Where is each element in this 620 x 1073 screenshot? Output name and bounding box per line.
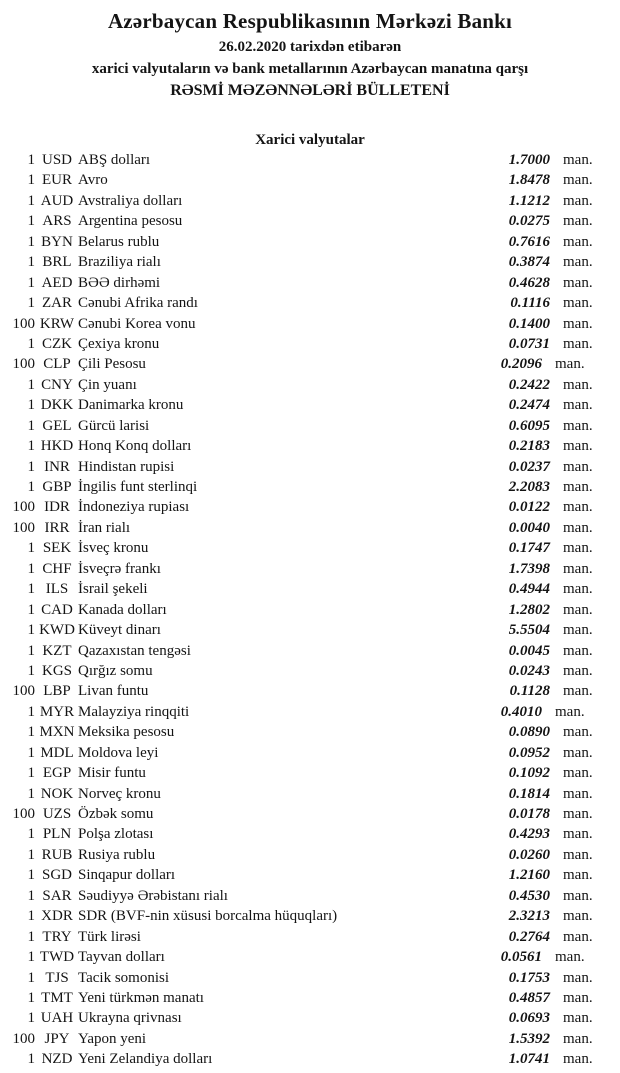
unit-label: man. xyxy=(563,295,593,312)
rate-row xyxy=(0,927,620,947)
row-qty: 1 xyxy=(27,1051,35,1068)
currency-code: EUR xyxy=(42,172,72,189)
rate-row xyxy=(0,314,620,334)
unit-label: man. xyxy=(563,479,593,495)
unit-label: man. xyxy=(563,867,593,884)
currency-name: İsrail şekeli xyxy=(78,581,148,598)
row-qty: 100 xyxy=(12,315,35,332)
rate-value: 0.4530 xyxy=(508,887,550,904)
currency-name: İsveç kronu xyxy=(78,540,149,557)
currency-code: ILS xyxy=(45,581,69,598)
rate-row xyxy=(0,988,620,1008)
row-qty: 1 xyxy=(27,458,35,475)
currency-code: MYR xyxy=(39,703,75,720)
rate-row xyxy=(0,681,620,701)
rate-row xyxy=(0,722,620,742)
row-qty: 1 xyxy=(27,928,35,945)
rate-row xyxy=(0,641,620,661)
rate-row xyxy=(0,559,620,579)
unit-label: man. xyxy=(563,172,593,189)
rate-row xyxy=(0,1008,620,1028)
currency-code: UZS xyxy=(42,806,72,822)
currency-code: EGP xyxy=(42,765,72,782)
currency-name: Malayziya rinqqiti xyxy=(78,703,190,720)
row-qty: 1 xyxy=(27,417,35,434)
unit-label: man. xyxy=(563,969,593,986)
currency-code: SGD xyxy=(41,867,72,884)
currency-name: Belarus rublu xyxy=(78,233,160,250)
rate-row xyxy=(0,252,620,272)
row-qty: 1 xyxy=(27,642,35,659)
rate-row xyxy=(0,518,620,538)
unit-label: man. xyxy=(555,356,585,373)
row-qty: 1 xyxy=(27,887,35,904)
currency-name: Çin yuanı xyxy=(78,376,137,393)
unit-label: man. xyxy=(563,560,593,577)
rate-value: 1.8478 xyxy=(508,172,550,189)
currency-code: GBP xyxy=(42,479,72,495)
unit-label: man. xyxy=(563,581,593,598)
currency-code: IRR xyxy=(44,519,70,536)
rate-row xyxy=(0,620,620,640)
rate-row xyxy=(0,804,620,824)
row-qty: 1 xyxy=(27,969,35,986)
unit-label: man. xyxy=(563,908,593,925)
rate-row xyxy=(0,477,620,497)
rate-row xyxy=(0,416,620,436)
row-qty: 1 xyxy=(27,765,35,782)
rate-value: 5.5504 xyxy=(508,622,550,639)
currency-code: TJS xyxy=(45,969,69,986)
row-qty: 100 xyxy=(12,356,35,373)
currency-name: Qırğız somu xyxy=(78,662,153,679)
unit-label: man. xyxy=(563,499,593,516)
row-qty: 1 xyxy=(27,601,35,618)
currency-name: Yapon yeni xyxy=(78,1030,147,1047)
rate-value: 0.0040 xyxy=(508,519,550,536)
currency-name: Çili Pesosu xyxy=(78,356,146,373)
rate-row xyxy=(0,784,620,804)
rate-value: 0.0045 xyxy=(508,642,550,659)
rate-row xyxy=(0,1029,620,1049)
row-qty: 1 xyxy=(27,376,35,393)
currency-name: Səudiyyə Ərəbistanı rialı xyxy=(78,887,228,904)
currency-code: ARS xyxy=(42,213,72,230)
row-qty: 1 xyxy=(27,397,35,414)
rates-table xyxy=(0,150,620,1070)
rate-value: 0.3874 xyxy=(508,254,550,271)
unit-label: man. xyxy=(563,376,593,393)
row-qty: 1 xyxy=(27,172,35,189)
currency-code: KWD xyxy=(39,622,75,639)
unit-label: man. xyxy=(563,724,593,741)
currency-code: JPY xyxy=(44,1030,70,1047)
unit-label: man. xyxy=(563,458,593,475)
currency-code: ZAR xyxy=(42,295,72,312)
rate-value: 0.7616 xyxy=(508,233,550,250)
currency-name: Cənubi Afrika randı xyxy=(78,295,198,312)
currency-name: Honq Konq dolları xyxy=(78,438,192,455)
currency-code: BYN xyxy=(41,233,73,250)
currency-name: İsveçrə frankı xyxy=(78,560,161,577)
rate-row xyxy=(0,191,620,211)
currency-code: MXN xyxy=(39,724,75,741)
rate-value: 0.0952 xyxy=(508,744,550,761)
rate-row xyxy=(0,865,620,885)
row-qty: 1 xyxy=(27,192,35,209)
rate-row xyxy=(0,763,620,783)
rate-row xyxy=(0,824,620,844)
rate-row xyxy=(0,743,620,763)
row-qty: 1 xyxy=(27,867,35,884)
rate-value: 0.0275 xyxy=(508,213,550,230)
rate-value: 1.7000 xyxy=(508,152,550,168)
row-qty: 1 xyxy=(27,826,35,843)
currency-code: TRY xyxy=(42,928,72,945)
currency-name: Argentina pesosu xyxy=(78,213,183,230)
row-qty: 1 xyxy=(27,724,35,741)
currency-code: KZT xyxy=(42,642,72,659)
row-qty: 1 xyxy=(27,540,35,557)
row-qty: 1 xyxy=(27,703,35,720)
unit-label: man. xyxy=(563,254,593,271)
rate-row xyxy=(0,293,620,313)
row-qty: 1 xyxy=(27,274,35,291)
currency-name: Tayvan dolları xyxy=(78,949,165,966)
rate-value: 0.4628 xyxy=(508,274,550,291)
currency-code: CHF xyxy=(42,560,72,577)
rate-row xyxy=(0,354,620,374)
rate-value: 0.1753 xyxy=(508,969,550,986)
currency-name: Danimarka kronu xyxy=(78,397,184,414)
unit-label: man. xyxy=(563,540,593,557)
currency-name: Qazaxıstan tengəsi xyxy=(78,642,191,659)
unit-label: man. xyxy=(563,601,593,618)
rate-value: 0.1814 xyxy=(508,785,550,802)
rate-value: 0.2096 xyxy=(500,356,542,373)
rate-row xyxy=(0,375,620,395)
row-qty: 100 xyxy=(12,1030,35,1047)
rate-value: 0.0731 xyxy=(508,335,550,352)
currency-name: Yeni türkmən manatı xyxy=(78,989,204,1006)
currency-name: İran rialı xyxy=(78,519,131,536)
row-qty: 1 xyxy=(27,152,35,168)
rate-row xyxy=(0,436,620,456)
unit-label: man. xyxy=(563,846,593,863)
rate-value: 1.1212 xyxy=(508,192,550,209)
currency-name: Cənubi Korea vonu xyxy=(78,315,196,332)
unit-label: man. xyxy=(563,622,593,639)
rate-value: 0.0178 xyxy=(508,806,550,822)
unit-label: man. xyxy=(563,642,593,659)
currency-code: USD xyxy=(41,152,72,168)
currency-code: CNY xyxy=(41,376,73,393)
row-qty: 1 xyxy=(27,622,35,639)
currency-name: Kanada dolları xyxy=(78,601,167,618)
row-qty: 1 xyxy=(27,846,35,863)
currency-name: İngilis funt sterlinqi xyxy=(78,479,198,495)
row-qty: 1 xyxy=(27,949,35,966)
bank-name: Azərbaycan Respublikasının Mərkəzi Bankı xyxy=(107,9,513,33)
currency-code: XDR xyxy=(41,908,73,925)
rate-row xyxy=(0,273,620,293)
row-qty: 1 xyxy=(27,785,35,802)
currency-code: LBP xyxy=(43,683,71,700)
unit-label: man. xyxy=(563,928,593,945)
row-qty: 100 xyxy=(12,683,35,700)
currency-name: Livan funtu xyxy=(78,683,149,700)
currency-name: Hindistan rupisi xyxy=(78,458,175,475)
row-qty: 1 xyxy=(27,560,35,577)
rate-row xyxy=(0,150,620,170)
row-qty: 1 xyxy=(27,662,35,679)
currency-name: Çexiya kronu xyxy=(78,335,160,352)
unit-label: man. xyxy=(563,887,593,904)
currency-name: Braziliya rialı xyxy=(78,254,161,271)
rate-row xyxy=(0,1049,620,1069)
row-qty: 100 xyxy=(12,806,35,822)
currency-code: TMT xyxy=(41,989,73,1006)
row-qty: 100 xyxy=(12,519,35,536)
rate-value: 0.4857 xyxy=(508,989,550,1006)
unit-label: man. xyxy=(563,152,593,168)
currency-code: MDL xyxy=(40,744,74,761)
row-qty: 1 xyxy=(27,908,35,925)
rate-value: 0.0693 xyxy=(508,1010,550,1027)
unit-label: man. xyxy=(563,1010,593,1027)
rate-value: 0.4293 xyxy=(508,826,550,843)
rate-value: 1.2802 xyxy=(508,601,550,618)
rate-value: 0.1128 xyxy=(509,683,550,700)
currency-name: İndoneziya rupiası xyxy=(78,499,190,516)
rate-row xyxy=(0,232,620,252)
unit-label: man. xyxy=(563,826,593,843)
currency-code: UAH xyxy=(40,1010,74,1027)
currency-name: Yeni Zelandiya dolları xyxy=(78,1051,213,1068)
rate-value: 2.2083 xyxy=(508,479,550,495)
rate-row xyxy=(0,497,620,517)
unit-label: man. xyxy=(563,192,593,209)
currency-code: PLN xyxy=(42,826,72,843)
row-qty: 100 xyxy=(12,499,35,516)
currency-name: SDR (BVF-nin xüsusi borcalma hüquqları) xyxy=(78,908,338,925)
currency-name: Polşa zlotası xyxy=(78,826,154,843)
bulletin-title: RƏSMİ MƏZƏNNƏLƏRİ BÜLLETENİ xyxy=(170,82,450,99)
bulletin-header xyxy=(0,0,620,102)
rate-value: 0.0260 xyxy=(508,846,550,863)
currency-code: NOK xyxy=(40,785,74,802)
rate-value: 0.0122 xyxy=(508,499,550,516)
rate-value: 0.1116 xyxy=(510,295,550,312)
rate-value: 0.1747 xyxy=(508,540,550,557)
rate-row xyxy=(0,579,620,599)
currency-name: BƏƏ dirhəmi xyxy=(78,274,161,291)
currency-code: GEL xyxy=(42,417,72,434)
currency-code: CLP xyxy=(43,356,71,373)
unit-label: man. xyxy=(563,989,593,1006)
currency-name: Meksika pesosu xyxy=(78,724,175,741)
currency-name: Avro xyxy=(78,172,108,189)
unit-label: man. xyxy=(563,1030,593,1047)
currency-code: IDR xyxy=(44,499,70,516)
rate-value: 0.1400 xyxy=(508,315,550,332)
rate-value: 0.0561 xyxy=(500,949,542,966)
unit-label: man. xyxy=(563,744,593,761)
rate-row xyxy=(0,906,620,926)
rate-row xyxy=(0,661,620,681)
rate-value: 0.2764 xyxy=(508,928,550,945)
currency-code: CAD xyxy=(41,601,73,618)
unit-label: man. xyxy=(563,213,593,230)
rate-row xyxy=(0,170,620,190)
rate-row xyxy=(0,395,620,415)
currency-name: Tacik somonisi xyxy=(78,969,170,986)
rate-value: 1.7398 xyxy=(508,560,550,577)
rate-row xyxy=(0,600,620,620)
currency-code: SEK xyxy=(42,540,72,557)
rate-row xyxy=(0,886,620,906)
currency-code: KRW xyxy=(39,315,75,332)
unit-label: man. xyxy=(555,949,585,966)
row-qty: 1 xyxy=(27,744,35,761)
rate-value: 0.2422 xyxy=(508,376,550,393)
row-qty: 1 xyxy=(27,213,35,230)
currency-name: Özbək somu xyxy=(78,806,154,822)
unit-label: man. xyxy=(555,703,585,720)
rate-value: 2.3213 xyxy=(508,908,550,925)
rate-row xyxy=(0,947,620,967)
rate-value: 1.0741 xyxy=(508,1051,550,1068)
effective-date-line: 26.02.2020 tarixdən etibarən xyxy=(218,39,402,55)
currency-code: AUD xyxy=(40,192,74,209)
currency-name: Avstraliya dolları xyxy=(78,192,183,209)
unit-label: man. xyxy=(563,438,593,455)
unit-label: man. xyxy=(563,417,593,434)
currency-name: Norveç kronu xyxy=(78,785,161,802)
unit-label: man. xyxy=(563,683,593,700)
currency-code: SAR xyxy=(42,887,72,904)
currency-code: TWD xyxy=(39,949,75,966)
rate-row xyxy=(0,211,620,231)
unit-label: man. xyxy=(563,785,593,802)
row-qty: 1 xyxy=(27,254,35,271)
currency-code: INR xyxy=(44,458,70,475)
row-qty: 1 xyxy=(27,581,35,598)
rate-row xyxy=(0,968,620,988)
unit-label: man. xyxy=(563,1051,593,1068)
currency-code: KGS xyxy=(41,662,72,679)
row-qty: 1 xyxy=(27,1010,35,1027)
rate-value: 0.0243 xyxy=(508,662,550,679)
rate-row xyxy=(0,538,620,558)
currency-name: Moldova leyi xyxy=(78,744,159,761)
row-qty: 1 xyxy=(27,233,35,250)
rate-value: 0.1092 xyxy=(508,765,550,782)
unit-label: man. xyxy=(563,519,593,536)
currency-code: CZK xyxy=(42,335,72,352)
subject-line: xarici valyutaların və bank metallarının Azərbaycan manatına qarşı xyxy=(91,61,529,77)
rate-value: 0.2474 xyxy=(508,397,550,414)
currency-name: Türk lirəsi xyxy=(78,928,141,945)
row-qty: 1 xyxy=(27,479,35,495)
currency-name: ABŞ dolları xyxy=(78,152,151,168)
row-qty: 1 xyxy=(27,335,35,352)
unit-label: man. xyxy=(563,806,593,822)
rate-value: 0.4944 xyxy=(508,581,550,598)
rate-row xyxy=(0,702,620,722)
rate-value: 0.0237 xyxy=(508,458,550,475)
currency-code: NZD xyxy=(41,1051,73,1068)
section-title-foreign-currencies: Xarici valyutalar xyxy=(255,132,365,148)
currency-code: DKK xyxy=(40,397,74,414)
rate-row xyxy=(0,334,620,354)
unit-label: man. xyxy=(563,335,593,352)
rate-row xyxy=(0,845,620,865)
rate-value: 0.4010 xyxy=(500,703,542,720)
rate-value: 0.0890 xyxy=(508,724,550,741)
row-qty: 1 xyxy=(27,438,35,455)
unit-label: man. xyxy=(563,315,593,332)
currency-name: Ukrayna qrivnası xyxy=(78,1010,182,1027)
currency-code: RUB xyxy=(41,846,73,863)
unit-label: man. xyxy=(563,274,593,291)
unit-label: man. xyxy=(563,233,593,250)
rate-value: 1.2160 xyxy=(508,867,550,884)
rate-value: 1.5392 xyxy=(508,1030,550,1047)
rate-value: 0.2183 xyxy=(508,438,550,455)
currency-name: Rusiya rublu xyxy=(78,846,156,863)
currency-code: BRL xyxy=(42,254,72,271)
rate-value: 0.6095 xyxy=(508,417,550,434)
unit-label: man. xyxy=(563,662,593,679)
unit-label: man. xyxy=(563,765,593,782)
currency-name: Sinqapur dolları xyxy=(78,867,176,884)
rate-row xyxy=(0,457,620,477)
row-qty: 1 xyxy=(27,295,35,312)
unit-label: man. xyxy=(563,397,593,414)
currency-name: Küveyt dinarı xyxy=(78,622,161,639)
currency-code: HKD xyxy=(40,438,74,455)
currency-name: Gürcü larisi xyxy=(78,417,150,434)
currency-name: Misir funtu xyxy=(78,765,146,782)
row-qty: 1 xyxy=(27,989,35,1006)
currency-code: AED xyxy=(41,274,73,291)
